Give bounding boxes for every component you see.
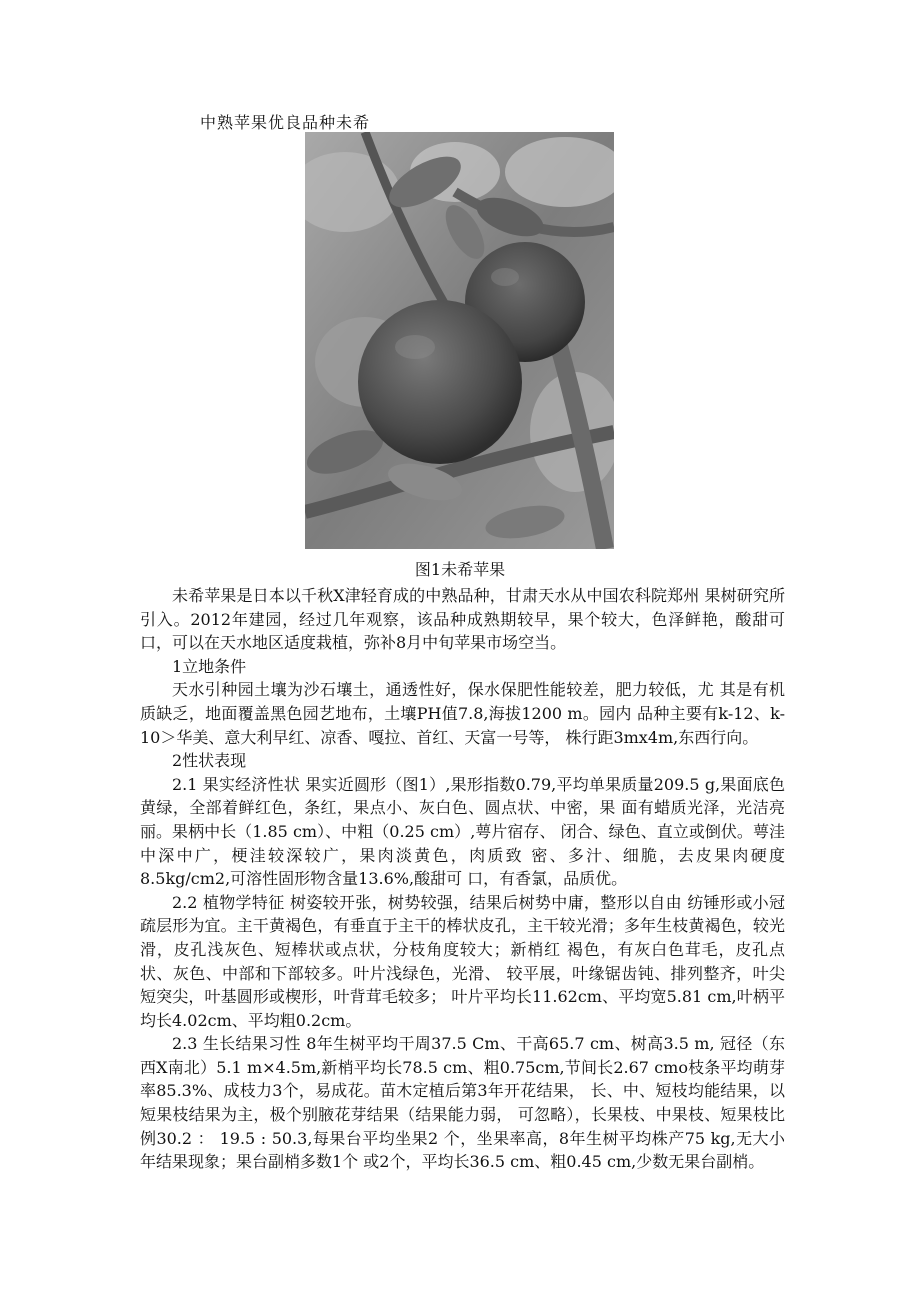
figure-caption: 图1未希苹果: [414, 560, 506, 579]
site-conditions-paragraph: 天水引种园土壤为沙石壤土，通透性好，保水保肥性能较差，肥力较低，尤 其是有机质缺乏，地面覆盖黑色园艺地布，土壤PH值7.8,海拔1200 m。园内 品种主要有k-12、k-10＞华美、意大利早红、凉香、嘎拉、首红、天富一号等， 株行距3mx4m,东西行向。: [140, 680, 785, 747]
section-heading-site-conditions: 1立地条件: [172, 656, 247, 676]
apple-photo-icon: [305, 132, 614, 549]
document-title: 中熟苹果优良品种未希: [200, 113, 371, 132]
apple-photo: [305, 132, 614, 549]
fruit-traits-paragraph: 2.1 果实经济性状 果实近圆形（图1）,果形指数0.79,平均单果质量209.5 g,果面底色黄绿，全部着鲜红色，条红，果点小、灰白色、圆点状、中密，果 面有蜡质光泽，光洁亮丽。果柄中长（1.85 cm）、中粗（0.25 cm）,萼片宿存、 闭合、绿色、直立或倒伏。萼洼中深中广，梗洼较深较广，果肉淡黄色，肉质致 密、多汁、细脆，去皮果肉硬度8.5kg∕cm2,可溶性固形物含量13.6%,酸甜可 口，有香氯，品质优。: [140, 774, 785, 889]
article-body: [140, 584, 785, 1174]
botanical-traits-paragraph: 2.2 植物学特征 树姿较开张，树势较强，结果后树势中庸，整形以自由 纺锤形或小冠疏层形为宜。主干黄褐色，有垂直于主干的棒状皮孔，主干较光滑；多年生枝黄褐色，较光滑，皮孔浅灰色、短棒状或点状，分枝角度较大；新梢红 褐色，有灰白色茸毛，皮孔点状、灰色、中部和下部较多。叶片浅绿色，光滑、 较平展，叶缘锯齿钝、排列整齐，叶尖短突尖，叶基圆形或楔形，叶背茸毛较多； 叶片平均长11.62cm、平均宽5.81 cm,叶柄平均长4.02cm、平均粗0.2cm。: [140, 892, 785, 1030]
section-heading-traits: 2性状表现: [172, 751, 247, 771]
growth-habits-paragraph: 2.3 生长结果习性 8年生树平均干周37.5 Cm、干高65.7 cm、树高3.5 m, 冠径（东西X南北）5.1 m×4.5m,新梢平均长78.5 cm、粗0.75cm,节间长2.67 cmo枝条平均萌芽率85.3%、成枝力3个，易成花。苗木定植后第3年开花结果， 长、中、短枝均能结果，以短果枝结果为主，极个别腋花芽结果（结果能力弱， 可忽略），长果枝、中果枝、短果枝比例30.2 ： 19.5 : 50.3,每果台平均坐果2 个，坐果率高，8年生树平均株产75 kg,无大小年结果现象；果台副梢多数1个 或2个，平均长36.5 cm、粗0.45 cm,少数无果台副梢。: [140, 1034, 785, 1172]
intro-paragraph: 未希苹果是日本以千秋X津轻育成的中熟品种，甘肃天水从中国农科院郑州 果树研究所引入。2012年建园，经过几年观察，该品种成熟期较早，果个较大，色泽鲜艳，酸甜可口，可以在天水地区适度栽植，弥补8月中旬苹果市场空当。: [140, 586, 785, 653]
